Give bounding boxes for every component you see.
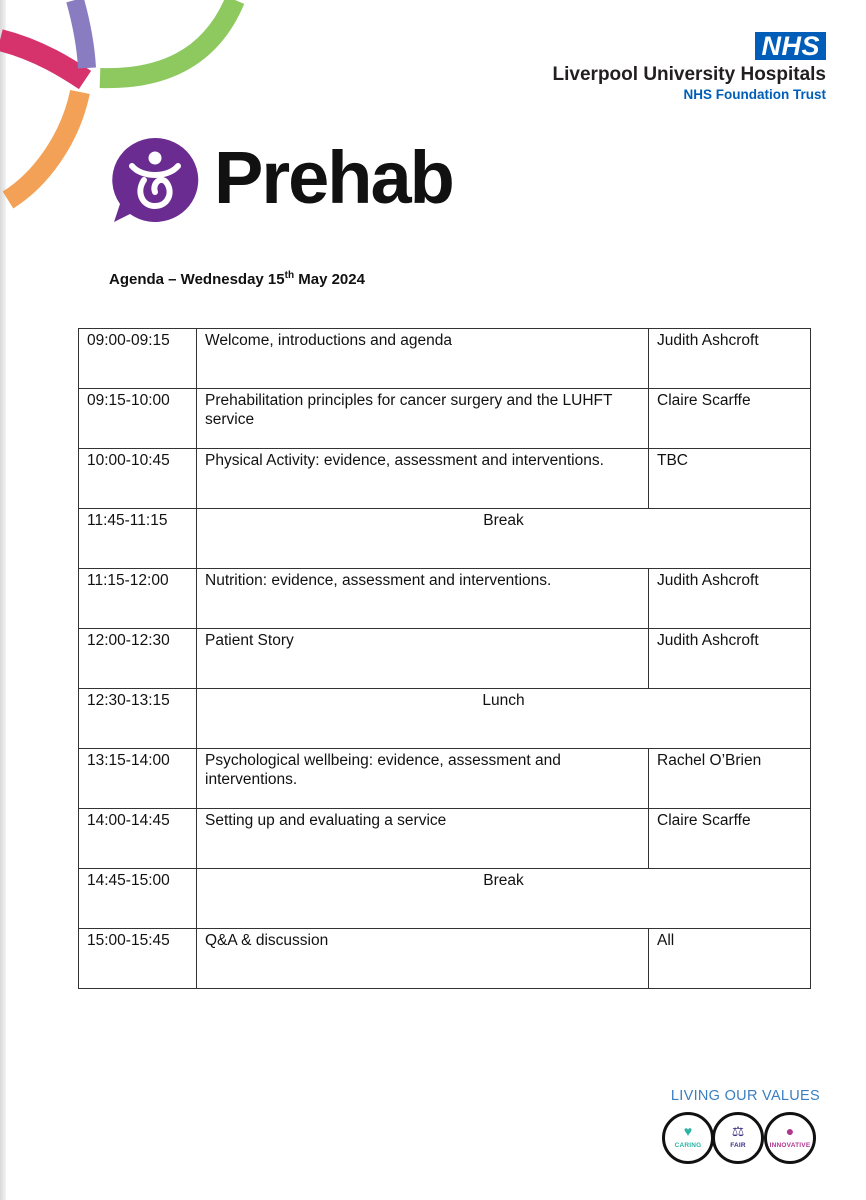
agenda-time: 11:15-12:00 bbox=[79, 569, 197, 629]
agenda-session: Setting up and evaluating a service bbox=[197, 809, 649, 869]
agenda-break: Break bbox=[197, 869, 811, 929]
agenda-speaker: All bbox=[649, 929, 811, 989]
agenda-time: 12:00-12:30 bbox=[79, 629, 197, 689]
values-title: LIVING OUR VALUES bbox=[670, 1088, 820, 1104]
prehab-logo-icon bbox=[108, 134, 203, 226]
agenda-row bbox=[79, 929, 811, 989]
agenda-row bbox=[79, 509, 811, 569]
agenda-time: 13:15-14:00 bbox=[79, 749, 197, 809]
value-caring bbox=[662, 1112, 714, 1164]
agenda-row bbox=[79, 689, 811, 749]
agenda-session: Prehabilitation principles for cancer surgery and the LUHFT service bbox=[197, 389, 649, 449]
agenda-speaker: Judith Ashcroft bbox=[649, 329, 811, 389]
value-caring-label: CARING bbox=[674, 1142, 702, 1149]
agenda-time: 10:00-10:45 bbox=[79, 449, 197, 509]
agenda-row bbox=[79, 449, 811, 509]
agenda-time: 15:00-15:45 bbox=[79, 929, 197, 989]
value-fair bbox=[712, 1112, 764, 1164]
values-circles bbox=[660, 1112, 830, 1172]
value-fair-label: FAIR bbox=[730, 1142, 746, 1149]
agenda-break: Break bbox=[197, 509, 811, 569]
agenda-title bbox=[109, 270, 365, 288]
agenda-speaker: Claire Scarffe bbox=[649, 389, 811, 449]
agenda-row bbox=[79, 569, 811, 629]
value-innovative bbox=[764, 1112, 816, 1164]
living-our-values bbox=[660, 1088, 830, 1172]
agenda-row bbox=[79, 749, 811, 809]
agenda-speaker: Rachel O’Brien bbox=[649, 749, 811, 809]
prehab-wordmark: Prehab bbox=[214, 136, 453, 219]
agenda-session: Psychological wellbeing: evidence, assessment and interventions. bbox=[197, 749, 649, 809]
agenda-session: Nutrition: evidence, assessment and interventions. bbox=[197, 569, 649, 629]
agenda-session: Patient Story bbox=[197, 629, 649, 689]
agenda-time: 11:45-11:15 bbox=[79, 509, 197, 569]
agenda-row bbox=[79, 389, 811, 449]
agenda-row bbox=[79, 809, 811, 869]
agenda-session: Welcome, introductions and agenda bbox=[197, 329, 649, 389]
agenda-title-ordinal: th bbox=[284, 270, 295, 281]
agenda-time: 14:00-14:45 bbox=[79, 809, 197, 869]
agenda-speaker: Claire Scarffe bbox=[649, 809, 811, 869]
agenda-time: 14:45-15:00 bbox=[79, 869, 197, 929]
agenda-speaker: TBC bbox=[649, 449, 811, 509]
agenda-row bbox=[79, 869, 811, 929]
lightbulb-icon: ● bbox=[785, 1123, 795, 1139]
agenda-break: Lunch bbox=[197, 689, 811, 749]
caring-hand-icon: ♥ bbox=[683, 1123, 693, 1139]
agenda-time: 09:00-09:15 bbox=[79, 329, 197, 389]
agenda-speaker: Judith Ashcroft bbox=[649, 569, 811, 629]
agenda-time: 09:15-10:00 bbox=[79, 389, 197, 449]
agenda-row bbox=[79, 629, 811, 689]
value-innovative-label: INNOVATIVE bbox=[769, 1142, 811, 1149]
agenda-title-year: May 2024 bbox=[294, 271, 365, 288]
scales-icon: ⚖ bbox=[731, 1123, 745, 1139]
nhs-logo: NHS bbox=[755, 32, 826, 60]
trust-name: Liverpool University Hospitals bbox=[552, 64, 826, 85]
agenda-row bbox=[79, 329, 811, 389]
trust-header bbox=[553, 32, 826, 104]
agenda-time: 12:30-13:15 bbox=[79, 689, 197, 749]
agenda-session: Physical Activity: evidence, assessment and interventions. bbox=[197, 449, 649, 509]
agenda-table bbox=[78, 328, 811, 989]
trust-subtitle: NHS Foundation Trust bbox=[683, 87, 826, 102]
agenda-title-date: Agenda – Wednesday 15 bbox=[109, 271, 285, 288]
agenda-speaker: Judith Ashcroft bbox=[649, 629, 811, 689]
agenda-session: Q&A & discussion bbox=[197, 929, 649, 989]
